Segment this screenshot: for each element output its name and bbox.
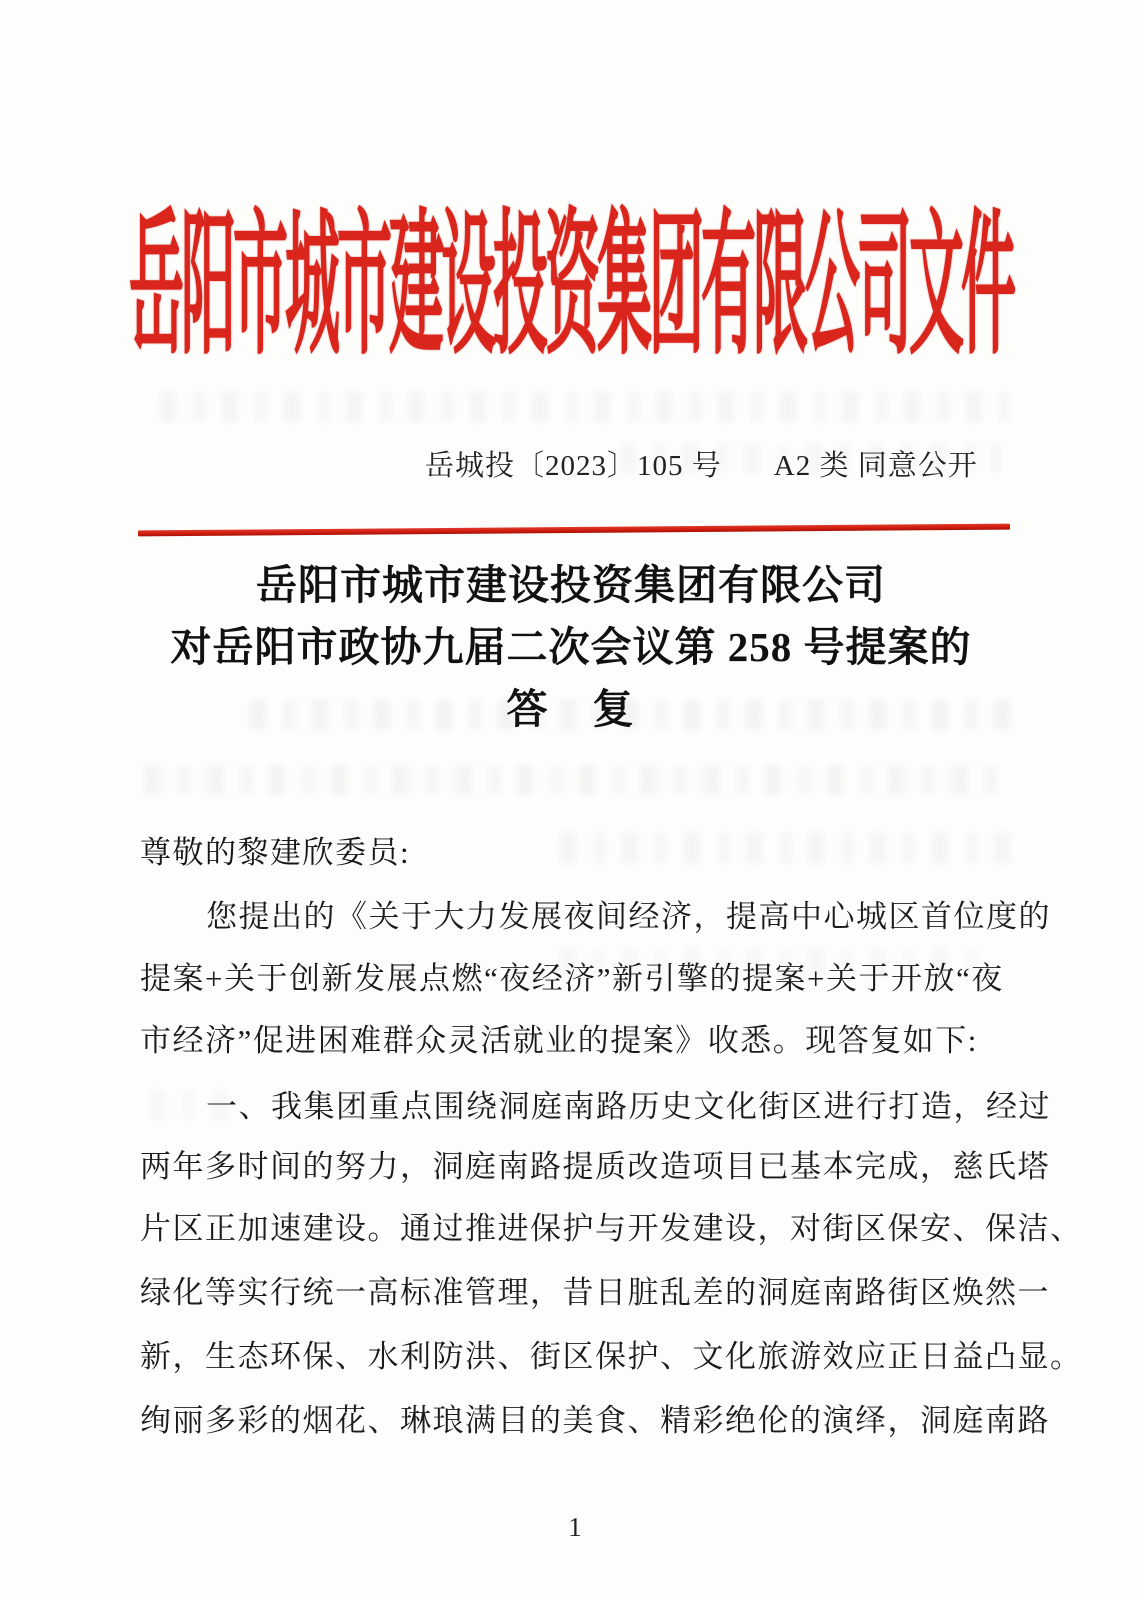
body-paragraph-1-line-3: 市经济”促进困难群众灵活就业的提案》收悉。现答复如下: — [140, 1023, 978, 1058]
doc-title-line-2: 对岳阳市政协九届二次会议第 258 号提案的 — [170, 624, 972, 670]
salutation: 尊敬的黎建欣委员: — [140, 835, 411, 870]
body-paragraph-2-line-4: 绿化等实行统一高标准管理，昔日脏乱差的洞庭南路街区焕然一 — [140, 1275, 1050, 1310]
body-paragraph-2-line-6: 绚丽多彩的烟花、琳琅满目的美食、精彩绝伦的演绎，洞庭南路 — [140, 1403, 1050, 1438]
page-number: 1 — [568, 1512, 582, 1542]
body-paragraph-2-line-1: 一、我集团重点围绕洞庭南路历史文化街区进行打造，经过 — [206, 1089, 1051, 1124]
classification-label: A2 类 同意公开 — [773, 450, 978, 482]
doc-number: 岳城投〔2023〕105 号 — [425, 450, 722, 482]
doc-number-row — [425, 448, 978, 484]
bleedthrough-artifact — [160, 392, 1010, 422]
doc-title-line-1: 岳阳市城市建设投资集团有限公司 — [256, 562, 886, 608]
body-paragraph-2-line-5: 新，生态环保、水利防洪、街区保护、文化旅游效应正日益凸显。 — [140, 1339, 1083, 1374]
body-paragraph-2-line-3: 片区正加速建设。通过推进保护与开发建设，对街区保安、保洁、 — [140, 1211, 1083, 1246]
bleedthrough-artifact — [145, 765, 1010, 795]
letterhead-rule — [138, 524, 1010, 537]
body-paragraph-1-line-2: 提案+关于创新发展点燃“夜经济”新引擎的提案+关于开放“夜 — [140, 961, 1004, 996]
body-paragraph-2-line-2: 两年多时间的努力，洞庭南路提质改造项目已基本完成，慈氏塔 — [140, 1149, 1050, 1184]
body-paragraph-1-line-1: 您提出的《关于大力发展夜间经济，提高中心城区首位度的 — [206, 899, 1051, 934]
bleedthrough-artifact — [560, 833, 1010, 863]
doc-title-line-3: 答 复 — [506, 686, 636, 732]
letterhead-banner: 岳阳市城市建设投资集团有限公司文件 — [128, 199, 1013, 374]
